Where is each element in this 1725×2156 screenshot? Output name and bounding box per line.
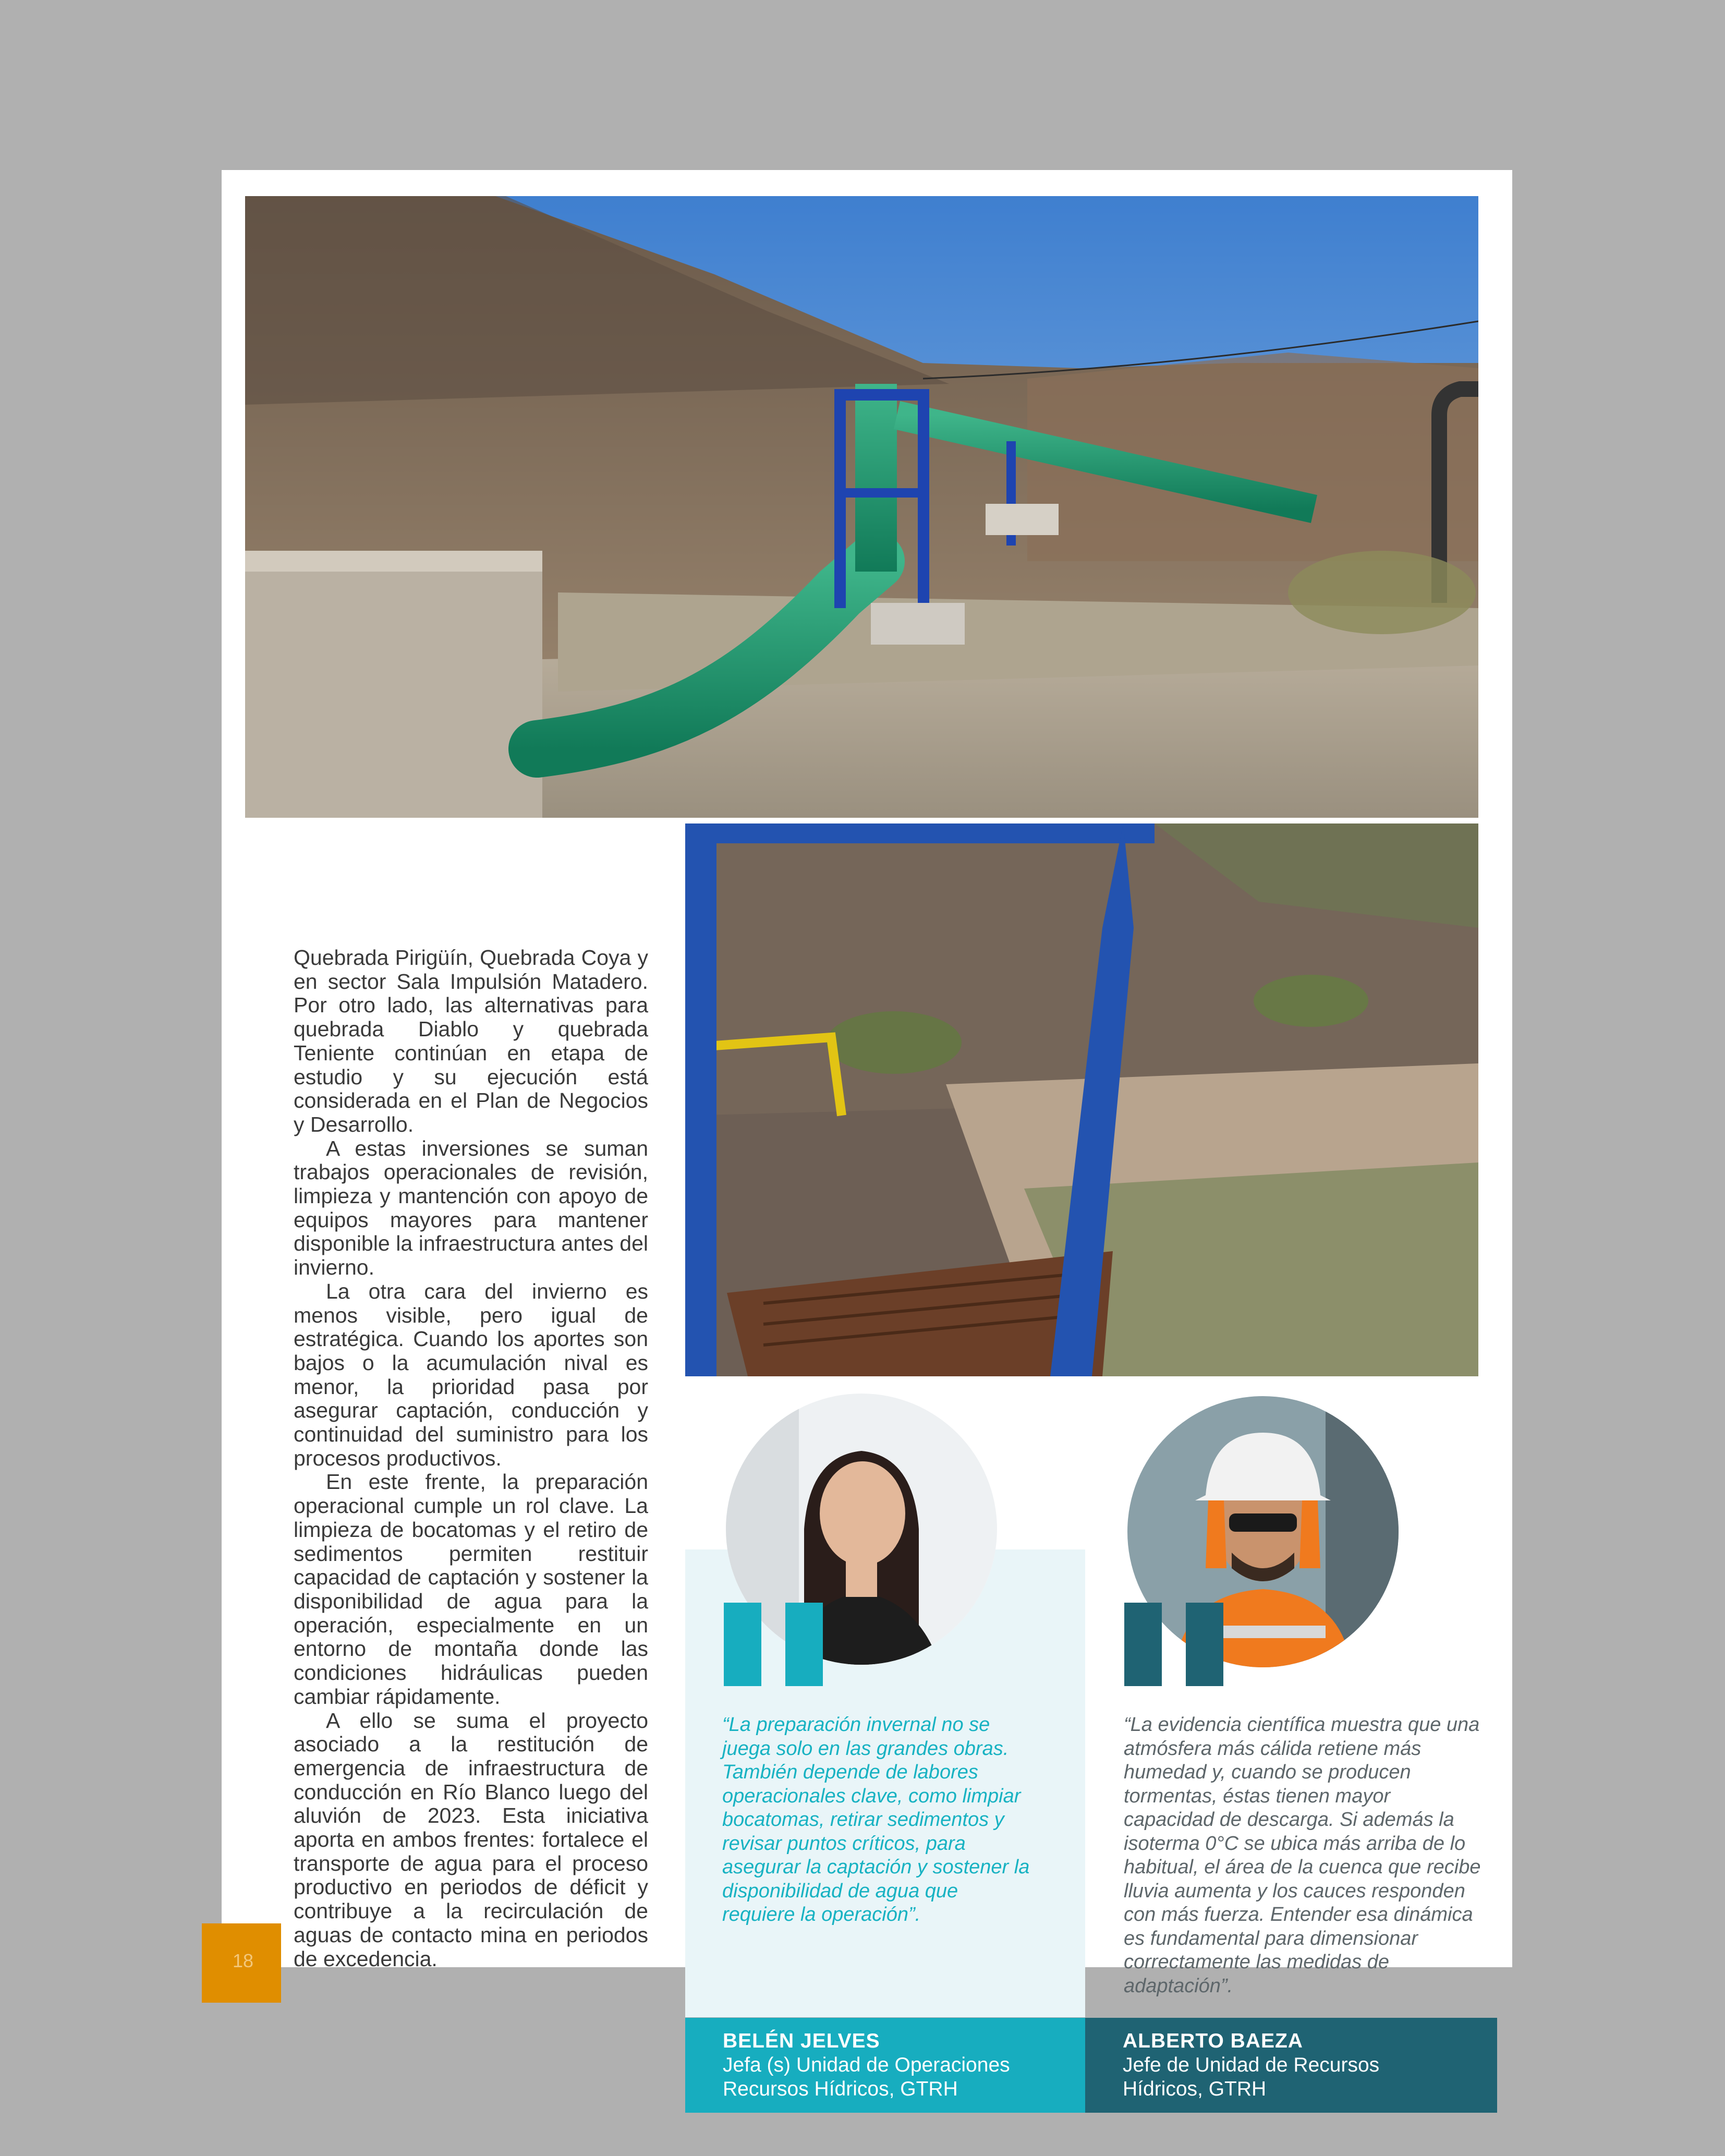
article-paragraph: La otra cara del invierno es menos visible, pero igual de estratégica. Cuando los aportes son bajos o la acumulación nival es menor, la prioridad pasa por asegurar captación, conducción y continuidad del suministro para los procesos productivos.	[294, 1279, 648, 1470]
page-number: 18	[233, 1950, 254, 1971]
article-paragraph: Quebrada Pirigüín, Quebrada Coya y en sector Sala Impulsión Matadero. Por otro lado, las alternativas para quebrada Diablo y quebrada Teniente continúan en etapa de estudio y su ejecución está considerada en el Plan de Negocios y Desarrollo.	[294, 946, 648, 1136]
name-bar-alberto	[1085, 2018, 1497, 2113]
article-paragraph: A estas inversiones se suman trabajos operacionales de revisión, limpieza y mantención con apoyo de equipos mayores para mantener disponible la infraestructura antes del invierno.	[294, 1136, 648, 1280]
person-role: Recursos Hídricos, GTRH	[723, 2078, 958, 2100]
person-name: BELÉN JELVES	[723, 2030, 880, 2052]
name-bar-belen	[685, 2018, 1085, 2113]
person-role: Jefe de Unidad de Recursos	[1123, 2054, 1380, 2076]
person-name: ALBERTO BAEZA	[1123, 2030, 1303, 2052]
quote-mark-icon	[1124, 1603, 1223, 1686]
person-role: Hídricos, GTRH	[1123, 2078, 1267, 2100]
article-paragraph: En este frente, la preparación operacional cumple un rol clave. La limpieza de bocatomas y el retiro de sedimentos permiten restituir capacidad de captación y sostener la disponibilidad de agua para la operación, especialmente en un entorno de montaña donde las condiciones hidráulicas pueden cambiar rápidamente.	[294, 1470, 648, 1709]
article-body	[294, 946, 648, 1971]
person-role: Jefa (s) Unidad de Operaciones	[723, 2054, 1010, 2076]
article-paragraph: A ello se suma el proyecto asociado a la restitución de emergencia de infraestructura de conducción en Río Blanco luego del aluvión de 2023. Esta iniciativa aporta en ambos frentes: fortalece el transporte de agua para el proceso productivo en periodos de déficit y contribuye a la recirculación de aguas de contacto mina en periodos de excedencia.	[294, 1708, 648, 1971]
magazine-page	[222, 170, 1512, 2100]
quote-text-alberto: “La evidencia científica muestra que una atmósfera más cálida retiene más humedad y, cuando se producen tormentas, éstas tienen mayor capacidad de descarga. Si además la isoterma 0°C se ubica más arriba de lo habitual, el área de la cuenca que recibe lluvia aumenta y los cauces responden con más fuerza. Entender esa dinámica es fundamental para dimensionar correctamente las medidas de adaptación”.	[1124, 1714, 1481, 1997]
quote-mark-icon	[724, 1603, 823, 1686]
quote-text-belen: “La preparación invernal no se juega solo en las grandes obras. También depende de labores operacionales clave, como limpiar bocatomas, retirar sedimentos y revisar puntos críticos, para asegurar la captación y sostener la disponibilidad de agua que requiere la operación”.	[722, 1714, 1030, 1925]
pipeline-photo	[245, 196, 1478, 818]
